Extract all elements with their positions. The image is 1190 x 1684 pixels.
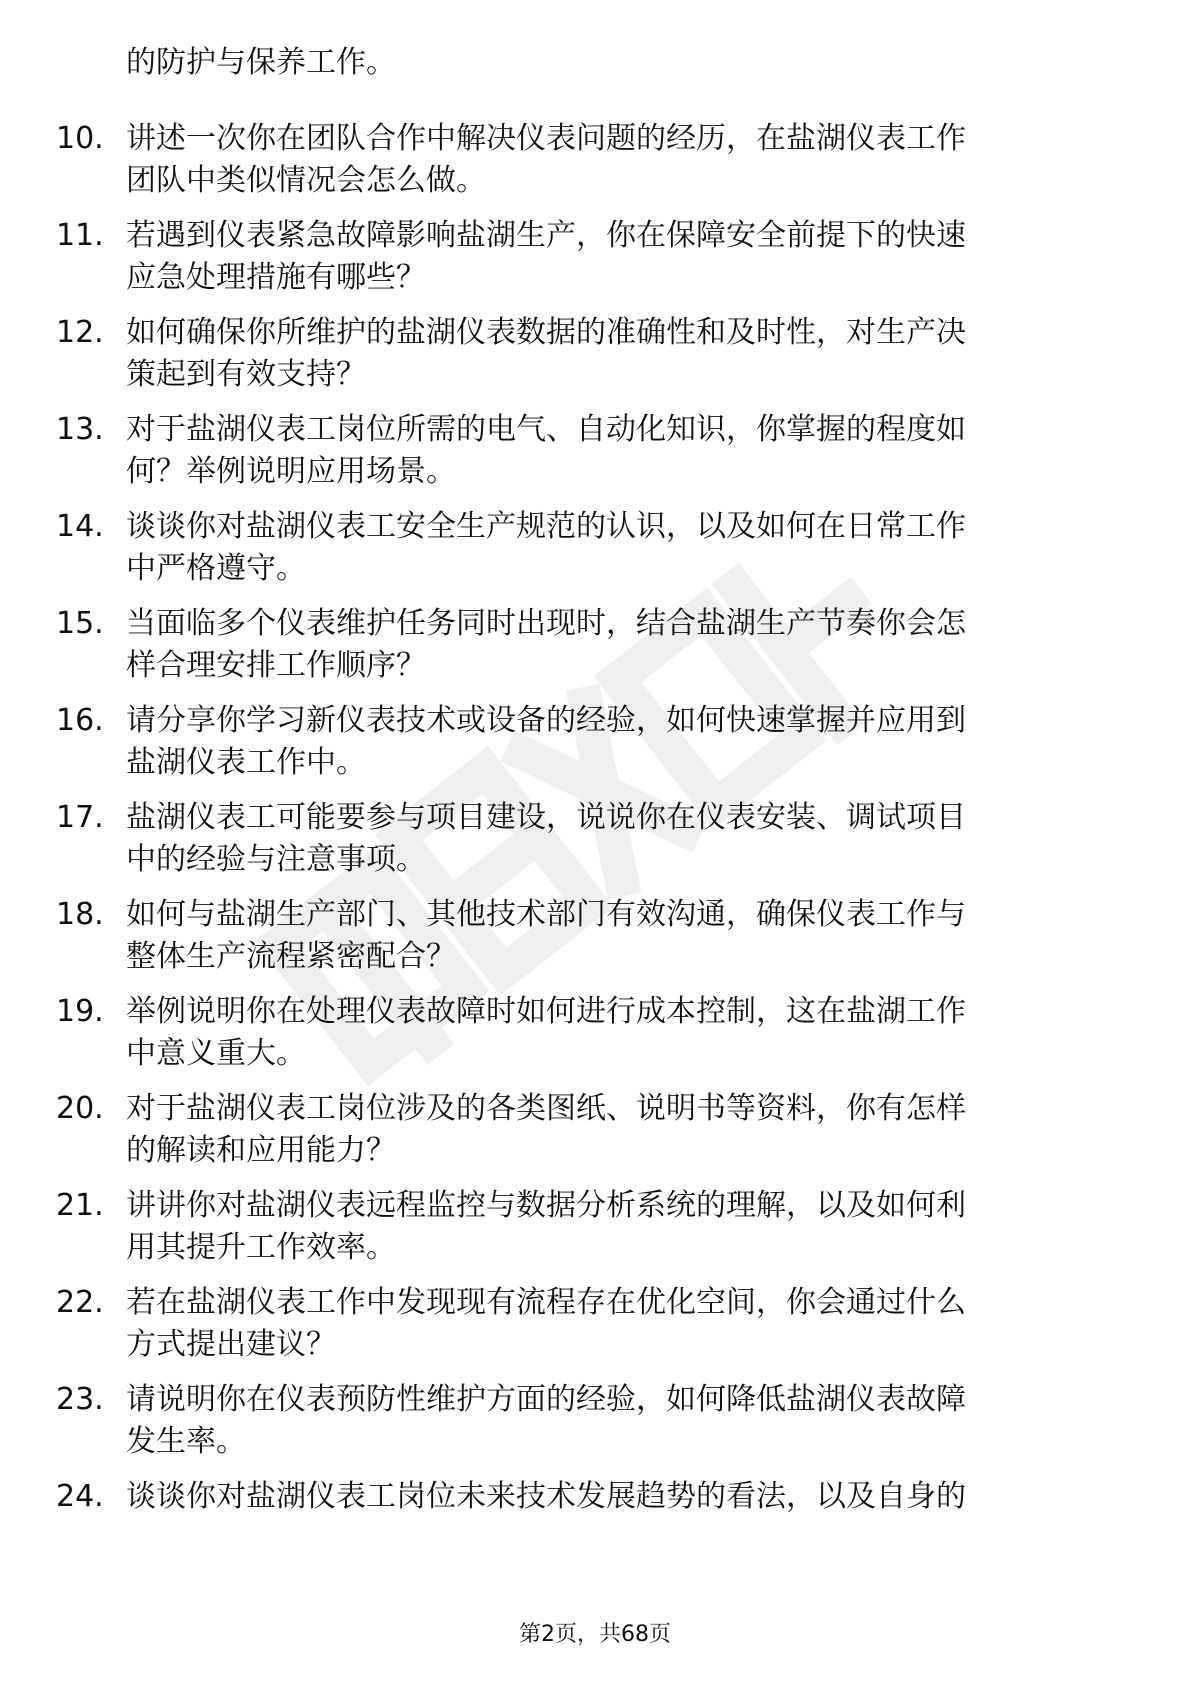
question-text-line: 用其提升工作效率。 bbox=[126, 1230, 396, 1265]
question-text-line: 方式提出建议？ bbox=[126, 1327, 336, 1362]
question-text-line: 盐湖仪表工可能要参与项目建设，说说你在仪表安装、调试项目 bbox=[126, 800, 966, 835]
question-list bbox=[56, 118, 1116, 1560]
question-text-line: 策起到有效支持？ bbox=[126, 357, 366, 392]
question-number: 17. bbox=[56, 800, 104, 835]
question-text-line: 谈谈你对盐湖仪表工安全生产规范的认识，以及如何在日常工作 bbox=[126, 509, 966, 544]
question-text-line: 若在盐湖仪表工作中发现现有流程存在优化空间，你会通过什么 bbox=[126, 1285, 966, 1320]
question-text-line: 盐湖仪表工作中。 bbox=[126, 745, 366, 780]
question-number: 13. bbox=[56, 412, 104, 447]
question-number: 14. bbox=[56, 509, 104, 544]
question-text-line: 中意义重大。 bbox=[126, 1036, 306, 1071]
question-item bbox=[56, 1185, 1116, 1269]
question-number: 18. bbox=[56, 897, 104, 932]
question-text-line: 中严格遵守。 bbox=[126, 551, 306, 586]
question-text-line: 应急处理措施有哪些？ bbox=[126, 260, 426, 295]
question-number: 16. bbox=[56, 703, 104, 738]
question-text-line: 当面临多个仪表维护任务同时出现时，结合盐湖生产节奏你会怎 bbox=[126, 606, 966, 641]
question-text-line: 讲讲你对盐湖仪表远程监控与数据分析系统的理解，以及如何利 bbox=[126, 1188, 966, 1223]
question-item bbox=[56, 991, 1116, 1075]
question-item bbox=[56, 506, 1116, 590]
question-number: 19. bbox=[56, 994, 104, 1029]
page-footer: 第2页，共68页 bbox=[519, 1622, 671, 1647]
question-number: 12. bbox=[56, 315, 104, 350]
question-text-line: 何？举例说明应用场景。 bbox=[126, 454, 456, 489]
question-number: 20. bbox=[56, 1091, 104, 1126]
question-item bbox=[56, 312, 1116, 396]
question-text-line: 举例说明你在处理仪表故障时如何进行成本控制，这在盐湖工作 bbox=[126, 994, 966, 1029]
question-text-line: 样合理安排工作顺序？ bbox=[126, 648, 426, 683]
question-number: 22. bbox=[56, 1285, 104, 1320]
question-content bbox=[56, 42, 1116, 1573]
question-text-line: 中的经验与注意事项。 bbox=[126, 842, 426, 877]
question-item bbox=[56, 1379, 1116, 1463]
question-number: 24. bbox=[56, 1479, 104, 1514]
question-text-line: 如何确保你所维护的盐湖仪表数据的准确性和及时性，对生产决 bbox=[126, 315, 966, 350]
question-text-line: 讲述一次你在团队合作中解决仪表问题的经历，在盐湖仪表工作 bbox=[126, 121, 966, 156]
question-number: 23. bbox=[56, 1382, 104, 1417]
question-text-line: 请分享你学习新仪表技术或设备的经验，如何快速掌握并应用到 bbox=[126, 703, 966, 738]
question-item bbox=[56, 118, 1116, 202]
question-text-line: 如何与盐湖生产部门、其他技术部门有效沟通，确保仪表工作与 bbox=[126, 897, 966, 932]
question-text-line: 的解读和应用能力？ bbox=[126, 1133, 396, 1168]
question-item bbox=[56, 1476, 1116, 1560]
question-text-line: 发生率。 bbox=[126, 1424, 246, 1459]
question-text-line: 若遇到仪表紧急故障影响盐湖生产，你在保障安全前提下的快速 bbox=[126, 218, 966, 253]
question-number: 10. bbox=[56, 121, 104, 156]
question-item bbox=[56, 1282, 1116, 1366]
continuation-text: 的防护与保养工作。 bbox=[126, 45, 396, 80]
question-text-line: 对于盐湖仪表工岗位涉及的各类图纸、说明书等资料，你有怎样 bbox=[126, 1091, 966, 1126]
question-number: 11. bbox=[56, 218, 104, 253]
question-number: 21. bbox=[56, 1188, 104, 1223]
question-item bbox=[56, 215, 1116, 299]
question-item bbox=[56, 797, 1116, 881]
question-text-line: 对于盐湖仪表工岗位所需的电气、自动化知识，你掌握的程度如 bbox=[126, 412, 966, 447]
question-item bbox=[56, 1088, 1116, 1172]
question-text-line: 谈谈你对盐湖仪表工岗位未来技术发展趋势的看法，以及自身的 bbox=[126, 1479, 966, 1514]
question-text-line: 请说明你在仪表预防性维护方面的经验，如何降低盐湖仪表故障 bbox=[126, 1382, 966, 1417]
question-text-line: 整体生产流程紧密配合？ bbox=[126, 939, 456, 974]
question-number: 15. bbox=[56, 606, 104, 641]
question-text-line: 团队中类似情况会怎么做。 bbox=[126, 163, 486, 198]
question-item bbox=[56, 409, 1116, 493]
question-item bbox=[56, 894, 1116, 978]
question-item bbox=[56, 700, 1116, 784]
question-item bbox=[56, 603, 1116, 687]
